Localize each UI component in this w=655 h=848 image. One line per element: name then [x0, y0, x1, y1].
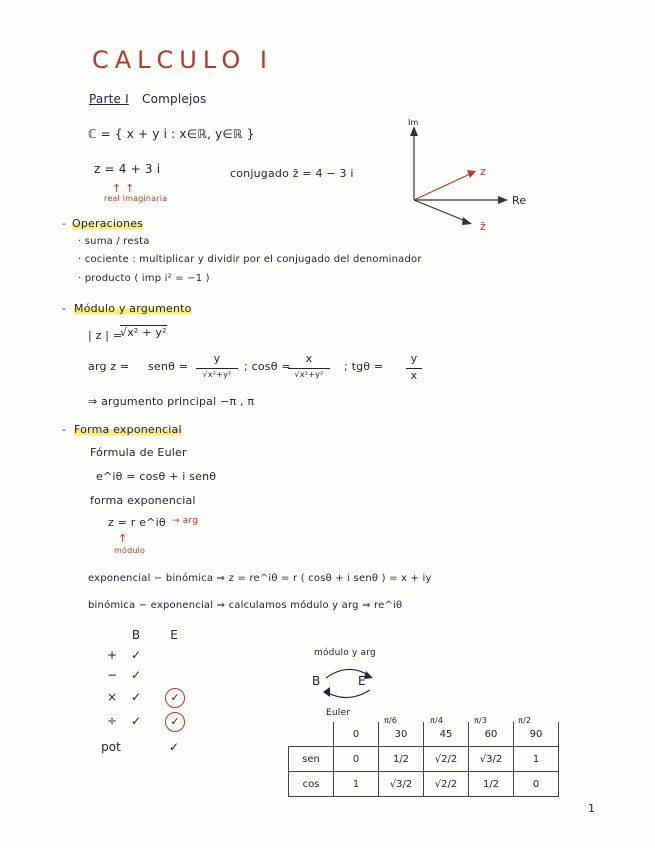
arg-lhs: arg z =: [88, 360, 130, 373]
ops-item: · producto ( imp i² = −1 ): [78, 273, 210, 284]
im-axis-arrow: [410, 126, 418, 136]
exp-bullet: -: [62, 423, 67, 436]
table-row: [289, 772, 559, 797]
z-vector-arrow: [467, 170, 476, 178]
zbar-vector-arrow: [462, 217, 472, 225]
exp-heading: Forma exponencial: [74, 423, 182, 436]
z-vector: [414, 174, 470, 200]
cycle-bottom-label: Euler: [326, 708, 351, 718]
table-corner: [289, 722, 334, 747]
table-cell: 0: [334, 722, 379, 747]
sen-lhs: senθ =: [148, 360, 189, 373]
col-head-b: B: [131, 628, 141, 642]
table-cell: 90: [514, 722, 559, 747]
table-cell: √2/2: [424, 747, 469, 772]
op-symbol: ×: [106, 690, 118, 704]
example-z: z = 4 + 3 i: [94, 162, 161, 176]
cycle-top-label: módulo y arg: [314, 648, 376, 658]
table-cell: 1/2: [469, 772, 514, 797]
re-axis-label: Re: [512, 194, 527, 207]
col-head-e: E: [170, 628, 178, 642]
cycle-arrows: [318, 660, 378, 706]
angle-label: π/6: [384, 716, 398, 725]
ops-item: · cociente : multiplicar y dividir por el conjugado del denominador: [78, 254, 422, 265]
check-e: ✓: [168, 740, 180, 754]
parts-label: real imaginaria: [104, 194, 168, 203]
abs-lhs: | z | =: [88, 329, 123, 342]
cos-lhs: ; cosθ =: [244, 360, 291, 373]
ops-bullet: -: [62, 217, 67, 230]
angle-label: π/3: [474, 716, 488, 725]
op-symbol: −: [106, 668, 118, 682]
modulo-bullet: -: [62, 302, 67, 315]
euler-formula: e^iθ = cosθ + i senθ: [96, 470, 217, 483]
table-cell: 30: [379, 722, 424, 747]
table-row: [289, 747, 559, 772]
abs-rhs: √x² + y²: [120, 326, 167, 339]
table-row: [289, 722, 559, 747]
op-symbol: pot: [101, 740, 121, 754]
table-cell: 1/2: [379, 747, 424, 772]
form-mod-label: módulo: [114, 546, 146, 555]
table-cell: √2/2: [424, 772, 469, 797]
ops-heading: Operaciones: [72, 217, 144, 230]
table-cell: 1: [334, 772, 379, 797]
sen-den: √x²+y²: [196, 368, 238, 379]
modulo-heading: Módulo y argumento: [74, 302, 192, 315]
re-axis-arrow: [498, 196, 508, 204]
euler-title: Fórmula de Euler: [90, 446, 187, 459]
exp-form: z = r e^iθ: [108, 516, 166, 529]
check-b: ✓: [130, 668, 142, 682]
z-label: z: [480, 165, 486, 178]
angle-label: π/2: [518, 716, 532, 725]
part-topic: Complejos: [142, 92, 207, 106]
im-axis-label: Im: [408, 118, 419, 127]
tg-den: x: [406, 368, 422, 382]
tg-num: y: [410, 352, 418, 365]
sen-num: y: [213, 352, 221, 365]
op-symbol: +: [106, 648, 118, 662]
table-cell: √3/2: [469, 747, 514, 772]
table-cell: √3/2: [379, 772, 424, 797]
angle-label: π/4: [430, 716, 444, 725]
check-e-circled: ✓: [165, 712, 185, 732]
trig-table: [288, 722, 559, 797]
cos-num: x: [305, 352, 313, 365]
page-number: 1: [588, 802, 596, 815]
check-b: ✓: [130, 648, 142, 662]
complex-definition: ℂ = { x + y i : x∈ℝ, y∈ℝ }: [88, 127, 255, 141]
tg-lhs: ; tgθ =: [344, 360, 384, 373]
cos-den: √x²+y²: [288, 368, 330, 379]
conversion-exp-bin: exponencial − binómica ⇒ z = re^iθ = r ( cosθ + i senθ ) = x + iy: [88, 573, 432, 584]
cycle-left-label: B: [312, 674, 321, 688]
op-symbol: ÷: [106, 714, 118, 728]
table-cell: 1: [514, 747, 559, 772]
zbar-vector: [414, 200, 468, 222]
check-e-circled: ✓: [165, 688, 185, 708]
form-arrow: ↑: [118, 532, 128, 545]
check-b: ✓: [130, 714, 142, 728]
table-cell: 0: [514, 772, 559, 797]
cycle-right-label: E: [358, 674, 366, 688]
form-title: forma exponencial: [90, 494, 196, 507]
row-label: sen: [289, 747, 334, 772]
principal-argument: ⇒ argumento principal −π , π: [88, 395, 255, 408]
conversion-bin-exp: binómica − exponencial ⇒ calculamos módulo y arg ⇒ re^iθ: [88, 600, 403, 611]
table-cell: 45: [424, 722, 469, 747]
table-cell: 60: [469, 722, 514, 747]
check-b: ✓: [130, 690, 142, 704]
form-arg-label: → arg: [172, 516, 199, 526]
part-heading: Parte I: [89, 92, 129, 106]
page-title: CALCULO I: [92, 46, 273, 74]
row-label: cos: [289, 772, 334, 797]
ops-item: · suma / resta: [78, 236, 150, 247]
zbar-label: z̄: [480, 220, 486, 233]
conjugate: conjugado z̄ = 4 − 3 i: [230, 167, 354, 180]
up-arrows: ↑ ↑: [112, 182, 135, 195]
argand-diagram: [400, 118, 540, 228]
table-cell: 0: [334, 747, 379, 772]
